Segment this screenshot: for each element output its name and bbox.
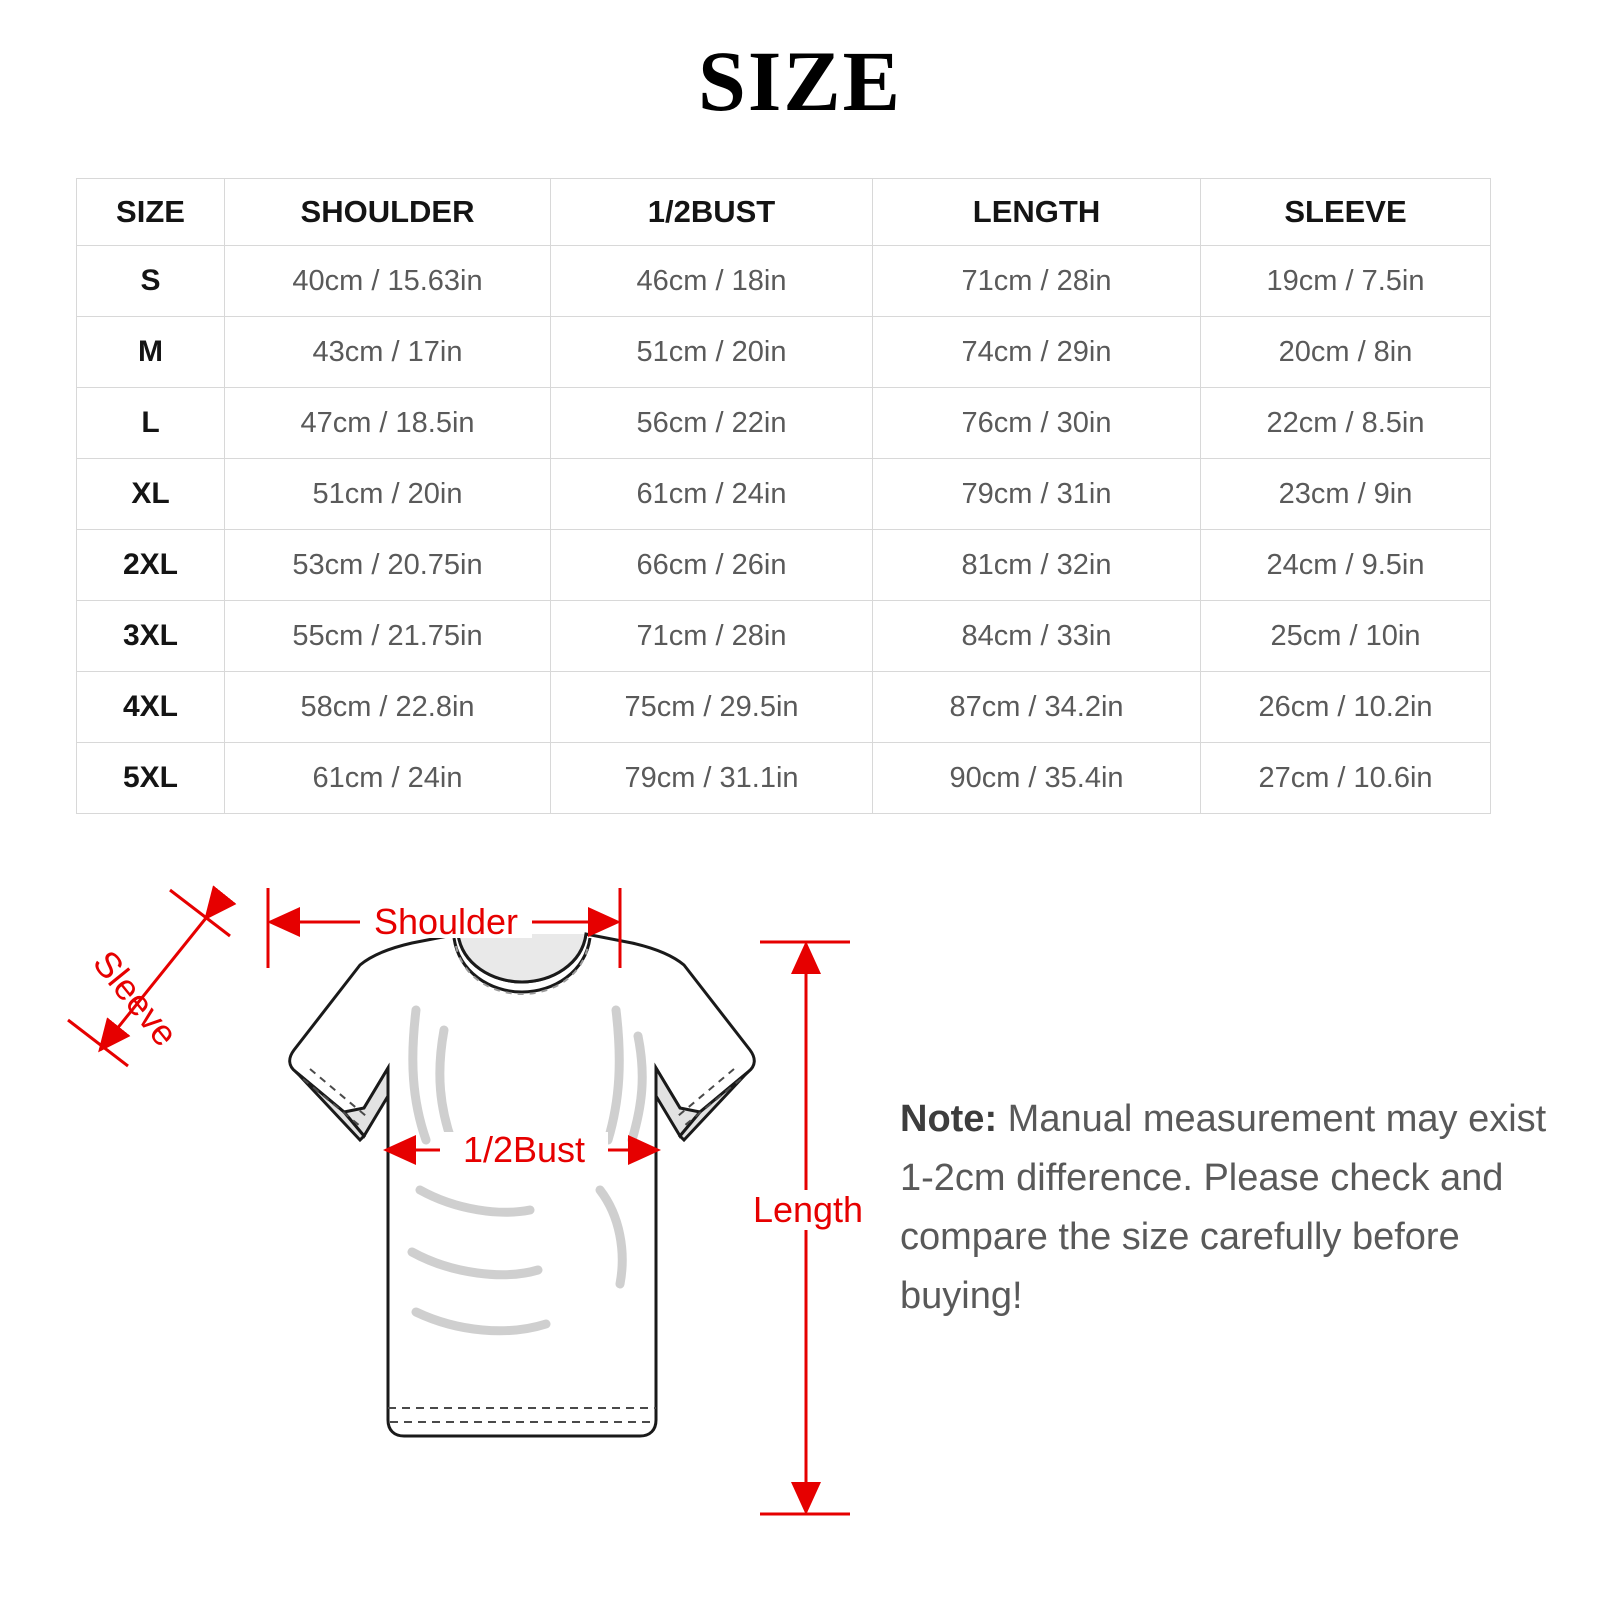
cell-shoulder: 43cm / 17in — [225, 317, 551, 388]
cell-shoulder: 58cm / 22.8in — [225, 672, 551, 743]
cell-length: 76cm / 30in — [873, 388, 1201, 459]
cell-length: 79cm / 31in — [873, 459, 1201, 530]
note-label: Note: — [900, 1098, 998, 1140]
table-row — [77, 246, 1491, 317]
tshirt-illustration — [290, 934, 755, 1436]
cell-length: 90cm / 35.4in — [873, 743, 1201, 814]
cell-bust: 79cm / 31.1in — [551, 743, 873, 814]
table-row — [77, 530, 1491, 601]
shoulder-label-text: Shoulder — [373, 901, 519, 942]
note-text: Manual measurement may exist 1-2cm difference. Please check and compare the size carefully before buying! — [900, 1098, 1547, 1317]
cell-sleeve: 26cm / 10.2in — [1201, 672, 1491, 743]
table-row — [77, 317, 1491, 388]
cell-size: L — [77, 388, 225, 459]
table-row — [77, 601, 1491, 672]
cell-bust: 66cm / 26in — [551, 530, 873, 601]
column-header-shoulder: SHOULDER — [225, 179, 551, 246]
cell-size: M — [77, 317, 225, 388]
column-header-sleeve: SLEEVE — [1201, 179, 1491, 246]
cell-shoulder: 40cm / 15.63in — [225, 246, 551, 317]
cell-sleeve: 25cm / 10in — [1201, 601, 1491, 672]
cell-size: XL — [77, 459, 225, 530]
cell-size: S — [77, 246, 225, 317]
measurement-diagram — [60, 860, 890, 1560]
cell-shoulder: 53cm / 20.75in — [225, 530, 551, 601]
table-row — [77, 743, 1491, 814]
size-chart-table — [76, 178, 1491, 814]
table-header-row — [77, 179, 1491, 246]
cell-bust: 75cm / 29.5in — [551, 672, 873, 743]
cell-size: 3XL — [77, 601, 225, 672]
cell-sleeve: 22cm / 8.5in — [1201, 388, 1491, 459]
cell-bust: 71cm / 28in — [551, 601, 873, 672]
half-bust-label-text: 1/2Bust — [462, 1129, 586, 1170]
cell-shoulder: 47cm / 18.5in — [225, 388, 551, 459]
column-header-bust: 1/2BUST — [551, 179, 873, 246]
table-row — [77, 388, 1491, 459]
column-header-size: SIZE — [77, 179, 225, 246]
cell-length: 74cm / 29in — [873, 317, 1201, 388]
cell-length: 84cm / 33in — [873, 601, 1201, 672]
cell-bust: 61cm / 24in — [551, 459, 873, 530]
cell-size: 5XL — [77, 743, 225, 814]
cell-size: 2XL — [77, 530, 225, 601]
cell-size: 4XL — [77, 672, 225, 743]
cell-shoulder: 51cm / 20in — [225, 459, 551, 530]
column-header-length: LENGTH — [873, 179, 1201, 246]
note-block — [900, 1090, 1560, 1326]
cell-length: 87cm / 34.2in — [873, 672, 1201, 743]
cell-shoulder: 55cm / 21.75in — [225, 601, 551, 672]
page-title: SIZE — [697, 33, 903, 129]
sleeve-label-text: Sleeve — [85, 942, 187, 1054]
cell-bust: 51cm / 20in — [551, 317, 873, 388]
length-label-text: Length — [752, 1189, 864, 1230]
cell-sleeve: 19cm / 7.5in — [1201, 246, 1491, 317]
cell-bust: 56cm / 22in — [551, 388, 873, 459]
cell-sleeve: 23cm / 9in — [1201, 459, 1491, 530]
table-row — [77, 672, 1491, 743]
cell-sleeve: 20cm / 8in — [1201, 317, 1491, 388]
table-row — [77, 459, 1491, 530]
cell-shoulder: 61cm / 24in — [225, 743, 551, 814]
cell-length: 81cm / 32in — [873, 530, 1201, 601]
cell-length: 71cm / 28in — [873, 246, 1201, 317]
cell-sleeve: 24cm / 9.5in — [1201, 530, 1491, 601]
cell-sleeve: 27cm / 10.6in — [1201, 743, 1491, 814]
cell-bust: 46cm / 18in — [551, 246, 873, 317]
